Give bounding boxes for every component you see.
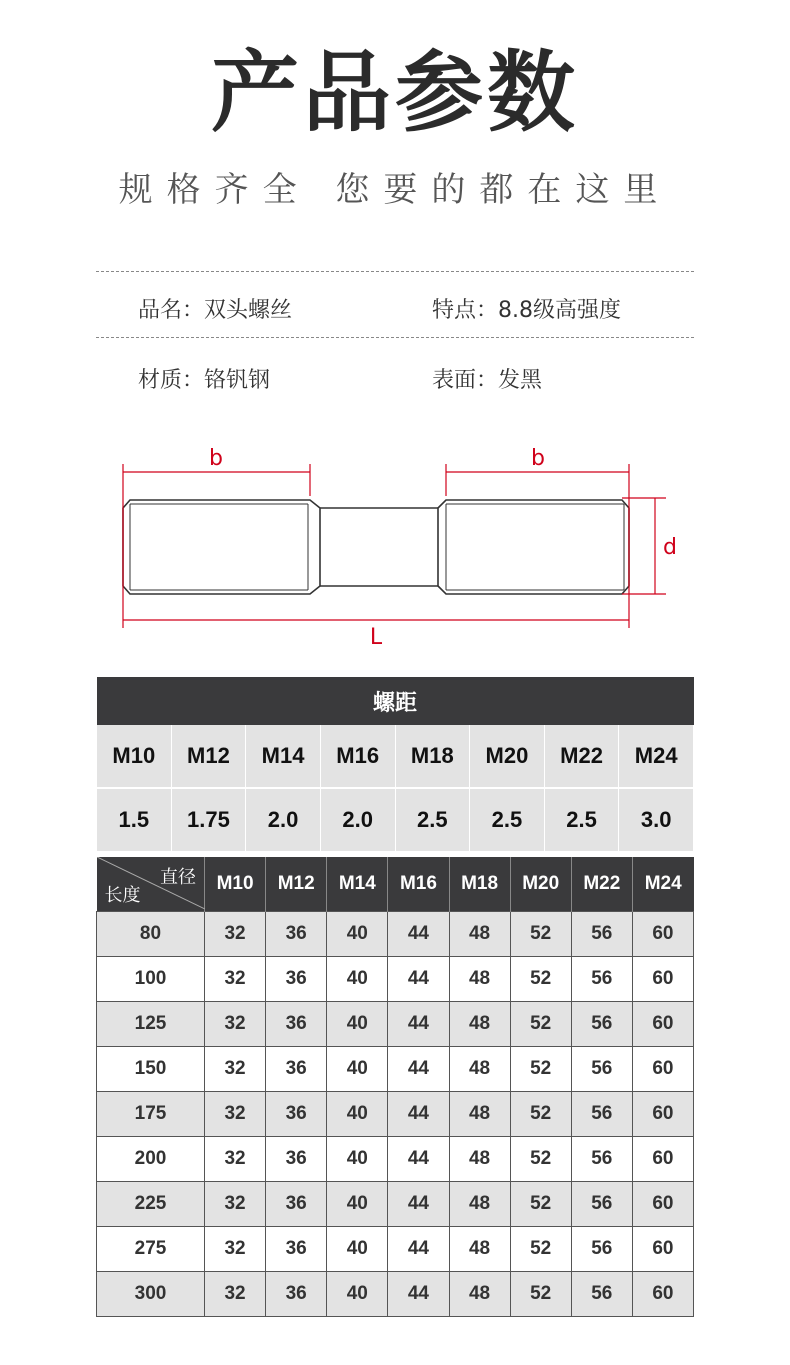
table-row [97,912,694,957]
pitch-size-cell: M16 [320,725,395,788]
divider [96,271,694,272]
pitch-value-cell: 2.0 [246,788,321,851]
spec-surface [432,366,542,396]
size-header: M12 [266,857,327,912]
dim-b-left-label: b [209,446,223,471]
thread-length-cell: 36 [266,912,327,957]
thread-length-cell: 32 [205,957,266,1002]
dim-l-label: L [369,625,383,650]
thread-length-cell: 32 [205,1182,266,1227]
spec-material-value: 铬钒钢 [204,368,271,393]
thread-length-cell: 60 [632,912,693,957]
thread-length-cell: 40 [327,1272,388,1317]
pitch-value-cell: 1.75 [171,788,246,851]
thread-length-cell: 60 [632,1227,693,1272]
length-table [96,857,694,1317]
pitch-value-cell: 2.5 [395,788,470,851]
table-row [97,1092,694,1137]
thread-length-cell: 56 [571,1047,632,1092]
thread-length-cell: 36 [266,957,327,1002]
thread-length-cell: 56 [571,1002,632,1047]
divider [96,337,694,338]
thread-length-cell: 44 [388,1047,449,1092]
thread-length-cell: 40 [327,1182,388,1227]
pitch-size-cell: M22 [544,725,619,788]
thread-length-cell: 48 [449,1137,510,1182]
thread-length-cell: 56 [571,912,632,957]
thread-length-cell: 60 [632,1092,693,1137]
page-title: 产品参数 [210,41,579,144]
thread-length-cell: 56 [571,1272,632,1317]
pitch-size-cell: M20 [470,725,545,788]
pitch-size-cell: M24 [619,725,694,788]
spec-feature [432,296,621,326]
thread-length-cell: 52 [510,912,571,957]
thread-length-cell: 32 [205,1137,266,1182]
table-row [97,1182,694,1227]
thread-length-cell: 48 [449,1047,510,1092]
thread-length-cell: 40 [327,1092,388,1137]
spec-surface-value: 发黑 [498,368,543,393]
thread-length-cell: 36 [266,1002,327,1047]
thread-length-cell: 48 [449,1182,510,1227]
corner-header [97,857,205,912]
pitch-size-cell: M18 [395,725,470,788]
size-header: M24 [632,857,693,912]
table-row [97,1002,694,1047]
thread-length-cell: 48 [449,1272,510,1317]
corner-length-label: 长度 [104,885,141,906]
spec-surface-label: 表面 ： [432,368,498,393]
thread-length-cell: 60 [632,1182,693,1227]
thread-length-cell: 60 [632,1137,693,1182]
thread-length-cell: 48 [449,912,510,957]
corner-diameter-label: 直径 [160,867,196,888]
thread-length-cell: 52 [510,1137,571,1182]
spec-material [138,366,270,396]
thread-length-cell: 52 [510,957,571,1002]
thread-length-cell: 32 [205,1227,266,1272]
thread-length-cell: 40 [327,1227,388,1272]
thread-length-cell: 60 [632,957,693,1002]
stud-bolt-drawing [123,500,629,594]
thread-length-cell: 60 [632,1047,693,1092]
thread-length-cell: 56 [571,1182,632,1227]
thread-length-cell: 32 [205,912,266,957]
thread-length-cell: 44 [388,1272,449,1317]
thread-length-cell: 56 [571,1227,632,1272]
pitch-value-cell: 1.5 [97,788,172,851]
thread-length-cell: 44 [388,1092,449,1137]
length-cell: 275 [97,1227,205,1272]
pitch-table-title: 螺距 [97,677,694,725]
length-cell: 150 [97,1047,205,1092]
thread-length-cell: 56 [571,1092,632,1137]
dimension-lines [123,464,666,628]
thread-length-cell: 32 [205,1092,266,1137]
thread-length-cell: 44 [388,957,449,1002]
spec-feature-label: 特点 ： [432,298,498,323]
thread-length-cell: 40 [327,912,388,957]
page-subtitle: 规格齐全 您要的都在这里 [118,170,672,210]
length-cell: 300 [97,1272,205,1317]
thread-length-cell: 36 [266,1092,327,1137]
length-cell: 100 [97,957,205,1002]
thread-length-cell: 48 [449,1227,510,1272]
thread-length-cell: 56 [571,1137,632,1182]
size-header: M16 [388,857,449,912]
pitch-values-row [97,788,694,851]
thread-length-cell: 44 [388,912,449,957]
thread-length-cell: 40 [327,957,388,1002]
thread-length-cell: 44 [388,1182,449,1227]
spec-name [138,296,292,326]
thread-length-cell: 60 [632,1272,693,1317]
thread-length-cell: 40 [327,1137,388,1182]
thread-length-cell: 32 [205,1047,266,1092]
table-row [97,1137,694,1182]
table-row [97,1047,694,1092]
length-cell: 80 [97,912,205,957]
thread-length-cell: 52 [510,1227,571,1272]
spec-material-label: 材质 ： [138,368,204,393]
size-header: M18 [449,857,510,912]
thread-length-cell: 36 [266,1272,327,1317]
thread-length-cell: 44 [388,1002,449,1047]
table-row [97,1272,694,1317]
length-cell: 200 [97,1137,205,1182]
thread-length-cell: 52 [510,1092,571,1137]
thread-length-cell: 32 [205,1002,266,1047]
length-cell: 225 [97,1182,205,1227]
dim-b-right-label: b [531,446,545,471]
size-header: M14 [327,857,388,912]
thread-length-cell: 48 [449,957,510,1002]
pitch-value-cell: 2.5 [470,788,545,851]
pitch-size-cell: M10 [97,725,172,788]
spec-name-value: 双头螺丝 [204,298,293,323]
thread-length-cell: 52 [510,1182,571,1227]
pitch-size-cell: M12 [171,725,246,788]
thread-length-cell: 48 [449,1002,510,1047]
pitch-sizes-row [97,725,694,788]
pitch-value-cell: 3.0 [619,788,694,851]
thread-length-cell: 44 [388,1227,449,1272]
thread-length-cell: 36 [266,1137,327,1182]
thread-length-cell: 36 [266,1047,327,1092]
dim-d-label: d [663,535,677,560]
thread-length-cell: 36 [266,1227,327,1272]
thread-length-cell: 32 [205,1272,266,1317]
size-header: M10 [205,857,266,912]
size-header: M22 [571,857,632,912]
thread-length-cell: 36 [266,1182,327,1227]
thread-length-cell: 52 [510,1272,571,1317]
thread-length-cell: 44 [388,1137,449,1182]
pitch-size-cell: M14 [246,725,321,788]
length-cell: 175 [97,1092,205,1137]
size-header: M20 [510,857,571,912]
thread-length-cell: 60 [632,1002,693,1047]
table-row [97,1227,694,1272]
pitch-value-cell: 2.5 [544,788,619,851]
thread-length-cell: 40 [327,1047,388,1092]
spec-name-label: 品名 ： [138,298,204,323]
thread-length-cell: 52 [510,1047,571,1092]
stud-bolt-diagram [0,430,790,660]
table-row [97,957,694,1002]
thread-length-cell: 52 [510,1002,571,1047]
thread-length-cell: 40 [327,1002,388,1047]
pitch-value-cell: 2.0 [320,788,395,851]
length-cell: 125 [97,1002,205,1047]
thread-length-cell: 48 [449,1092,510,1137]
pitch-table [96,677,694,851]
thread-length-cell: 56 [571,957,632,1002]
spec-feature-value: 8.8级高强度 [498,298,622,323]
